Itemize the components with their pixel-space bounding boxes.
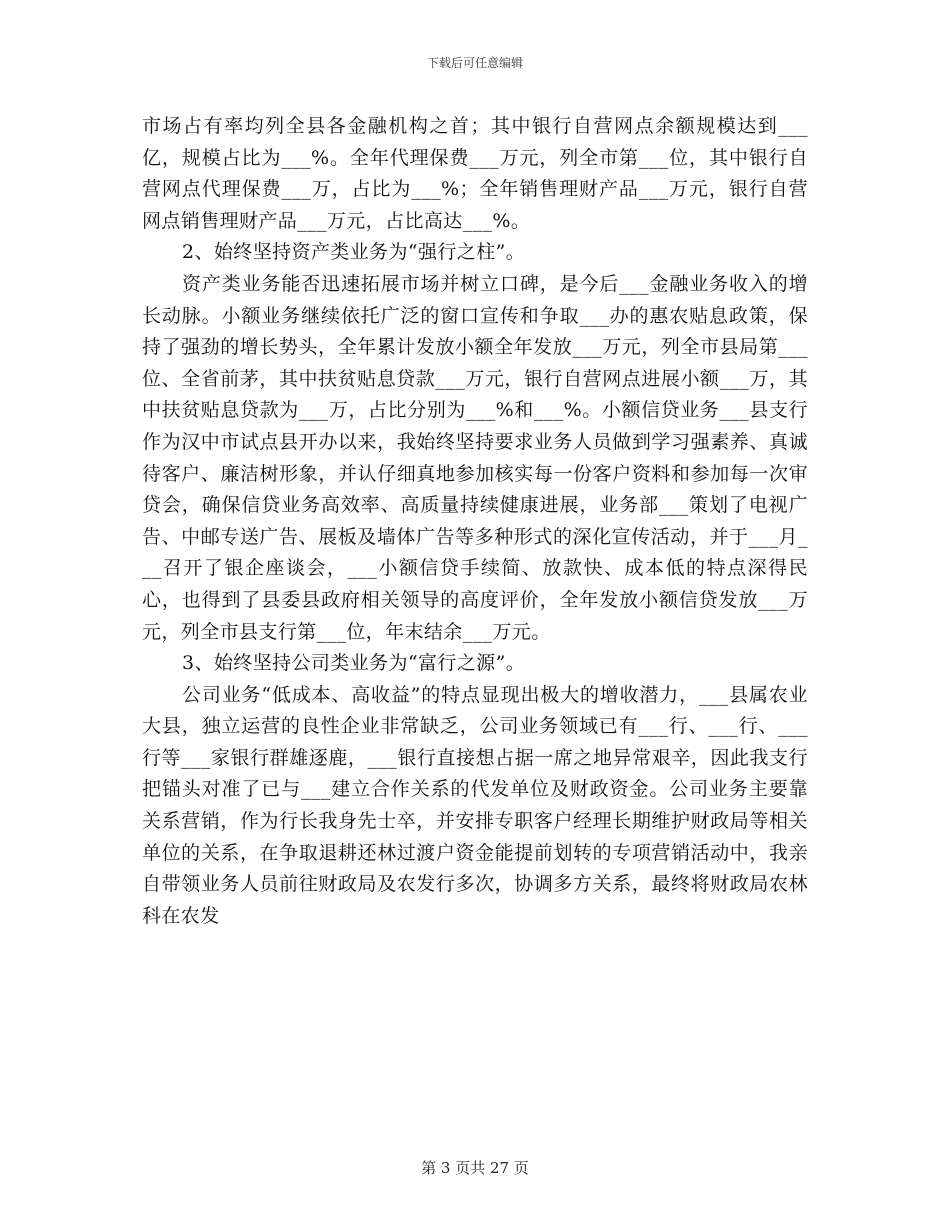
paragraph-asset-business: 资产类业务能否迅速拓展市场并树立口碑，是今后___金融业务收入的增长动脉。小额业务继续依托广泛的窗口宣传和争取___办的惠农贴息政策，保持了强劲的增长势头，全年累计发放小额全年发放___万元，列全市县局第___位、全省前茅，其中扶贫贴息贷款___万元，银行自营网点进展小额___万，其中扶贫贴息贷款为___万，占比分别为___%和___%。小额信贷业务___县支行作为汉中市试点县开办以来，我始终坚持要求业务人员做到学习强素养、真诚待客户、廉洁树形象，并认仔细真地参加核实每一份客户资料和参加每一次审贷会，确保信贷业务高效率、高质量持续健康进展，业务部___策划了电视广告、中邮专送广告、展板及墙体广告等多种形式的深化宣传活动，并于___月___召开了银企座谈会，___小额信贷手续简、放款快、成本低的特点深得民心，也得到了县委县政府相关领导的高度评价，全年发放小额信贷发放___万元，列全市县支行第___位，年末结余___万元。 [142,272,808,643]
page-header-note: 下载后可任意编辑 [426,56,523,70]
section-heading-corporate-business: 3、始终坚持公司类业务为“富行之源”。 [182,652,526,675]
paragraph-corporate-business: 公司业务“低成本、高收益”的特点显现出极大的增收潜力，___县属农业大县，独立运营的良性企业非常缺乏，公司业务领域已有___行、___行、___行等___家银行群雄逐鹿，___银行直接想占据一席之地异常艰辛，因此我支行把锚头对准了已与___建立合作关系的代发单位及财政资金。公司业务主要靠关系营销，作为行长我身先士卒，并安排专职客户经理长期维护财政局等相关单位的关系，在争取退耕还林过渡户资金能提前划转的专项营销活动中，我亲自带领业务人员前往财政局及农发行多次，协调多方关系，最终将财政局农林科在农发 [142,683,808,927]
paragraph-continued: 市场占有率均列全县各金融机构之首；其中银行自营网点余额规模达到___亿，规模占比为___%。全年代理保费___万元，列全市第___位，其中银行自营网点代理保费___万，占比为___%；全年销售理财产品___万元，银行自营网点销售理财产品___万元，占比高达___%。 [142,115,808,232]
document-body [142,111,808,932]
page-number: 第 3 页共 27 页 [421,1159,529,1177]
section-heading-asset-business: 2、始终坚持资产类业务为“强行之柱”。 [182,241,526,264]
